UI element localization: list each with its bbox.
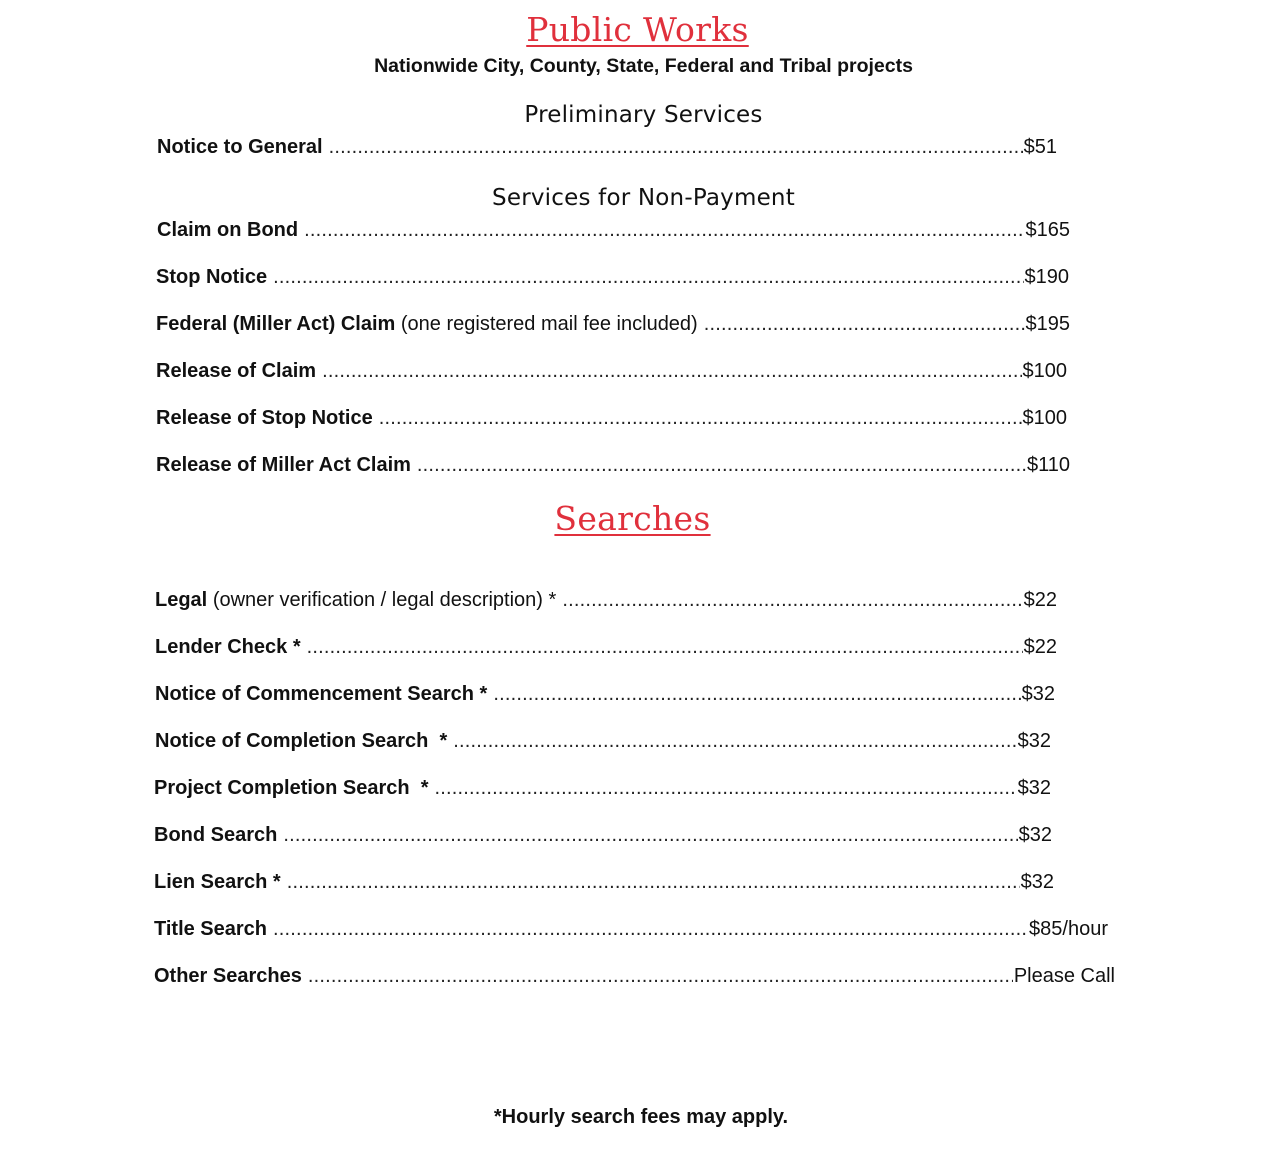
price-row-notice-of-completion-search: [155, 730, 1051, 753]
service-price: $22: [1023, 589, 1057, 611]
service-price: $32: [1018, 824, 1052, 846]
service-label: Notice to General: [157, 136, 323, 158]
price-row-title-search: [154, 918, 1108, 941]
price-row-legal: [155, 589, 1057, 612]
service-price: $165: [1025, 219, 1070, 241]
searches-title: Searches: [554, 499, 711, 538]
service-price: $85/hour: [1029, 918, 1108, 940]
service-price: $22: [1023, 636, 1057, 658]
service-label: Stop Notice: [156, 266, 268, 288]
price-row-miller-act-claim: [156, 313, 1070, 336]
hourly-fees-footnote: *Hourly search fees may apply.: [493, 1106, 789, 1128]
dot-leader: [322, 360, 1021, 383]
price-row-claim-on-bond: [157, 219, 1070, 242]
dot-leader: [304, 219, 1024, 242]
service-price: $32: [1017, 777, 1051, 799]
service-price: $100: [1022, 360, 1067, 382]
dot-leader: [273, 918, 1028, 941]
service-price: $100: [1022, 407, 1067, 429]
dot-leader: [329, 136, 1023, 159]
service-label: Claim on Bond: [157, 219, 299, 241]
non-payment-services-heading: Services for Non-Payment: [492, 185, 795, 211]
dot-leader: [435, 777, 1017, 800]
price-row-stop-notice: [156, 266, 1069, 289]
service-label: Release of Stop Notice: [156, 407, 373, 429]
service-price: $51: [1023, 136, 1057, 158]
service-label: Lien Search *: [154, 871, 281, 893]
service-label: Notice of Commencement Search *: [155, 683, 488, 705]
service-label: Release of Miller Act Claim: [156, 454, 411, 476]
service-label: Bond Search: [154, 824, 278, 846]
service-price: $32: [1021, 683, 1055, 705]
dot-leader: [287, 871, 1020, 894]
service-price: Please Call: [1013, 965, 1115, 987]
service-price: $190: [1024, 266, 1069, 288]
service-price: $32: [1020, 871, 1054, 893]
service-label: Legal (owner verification / legal description) *: [155, 589, 557, 611]
price-row-project-completion-search: [154, 777, 1051, 800]
service-price: $195: [1025, 313, 1070, 335]
dot-leader: [308, 965, 1013, 988]
dot-leader: [273, 266, 1023, 289]
price-row-other-searches: [154, 965, 1115, 988]
service-label: Release of Claim: [156, 360, 317, 382]
preliminary-services-heading: Preliminary Services: [524, 102, 763, 128]
price-row-lender-check: [155, 636, 1057, 659]
price-row-release-of-stop-notice: [156, 407, 1067, 430]
service-label: Notice of Completion Search *: [155, 730, 448, 752]
service-label: Title Search: [154, 918, 268, 940]
price-row-release-of-claim: [156, 360, 1067, 383]
dot-leader: [562, 589, 1022, 612]
dot-leader: [453, 730, 1016, 753]
service-note: (one registered mail fee included): [400, 313, 698, 335]
price-row-notice-of-commencement-search: [155, 683, 1055, 706]
service-label: Federal (Miller Act) Claim (one registered mail fee included): [156, 313, 698, 335]
service-label: Other Searches: [154, 965, 302, 987]
service-label: Lender Check *: [155, 636, 301, 658]
page-title: Public Works: [526, 10, 749, 49]
dot-leader: [493, 683, 1020, 706]
dot-leader: [704, 313, 1025, 336]
page-subtitle: Nationwide City, County, State, Federal and Tribal projects: [374, 55, 913, 77]
service-price: $32: [1017, 730, 1051, 752]
price-row-notice-to-general: [157, 136, 1057, 159]
service-note: (owner verification / legal description) *: [212, 589, 557, 611]
dot-leader: [307, 636, 1023, 659]
dot-leader: [379, 407, 1022, 430]
service-label: Project Completion Search *: [154, 777, 429, 799]
dot-leader: [417, 454, 1026, 477]
service-price: $110: [1026, 454, 1070, 476]
price-row-release-of-miller-act-claim: [156, 454, 1070, 477]
price-row-bond-search: [154, 824, 1052, 847]
price-row-lien-search: [154, 871, 1054, 894]
dot-leader: [283, 824, 1017, 847]
